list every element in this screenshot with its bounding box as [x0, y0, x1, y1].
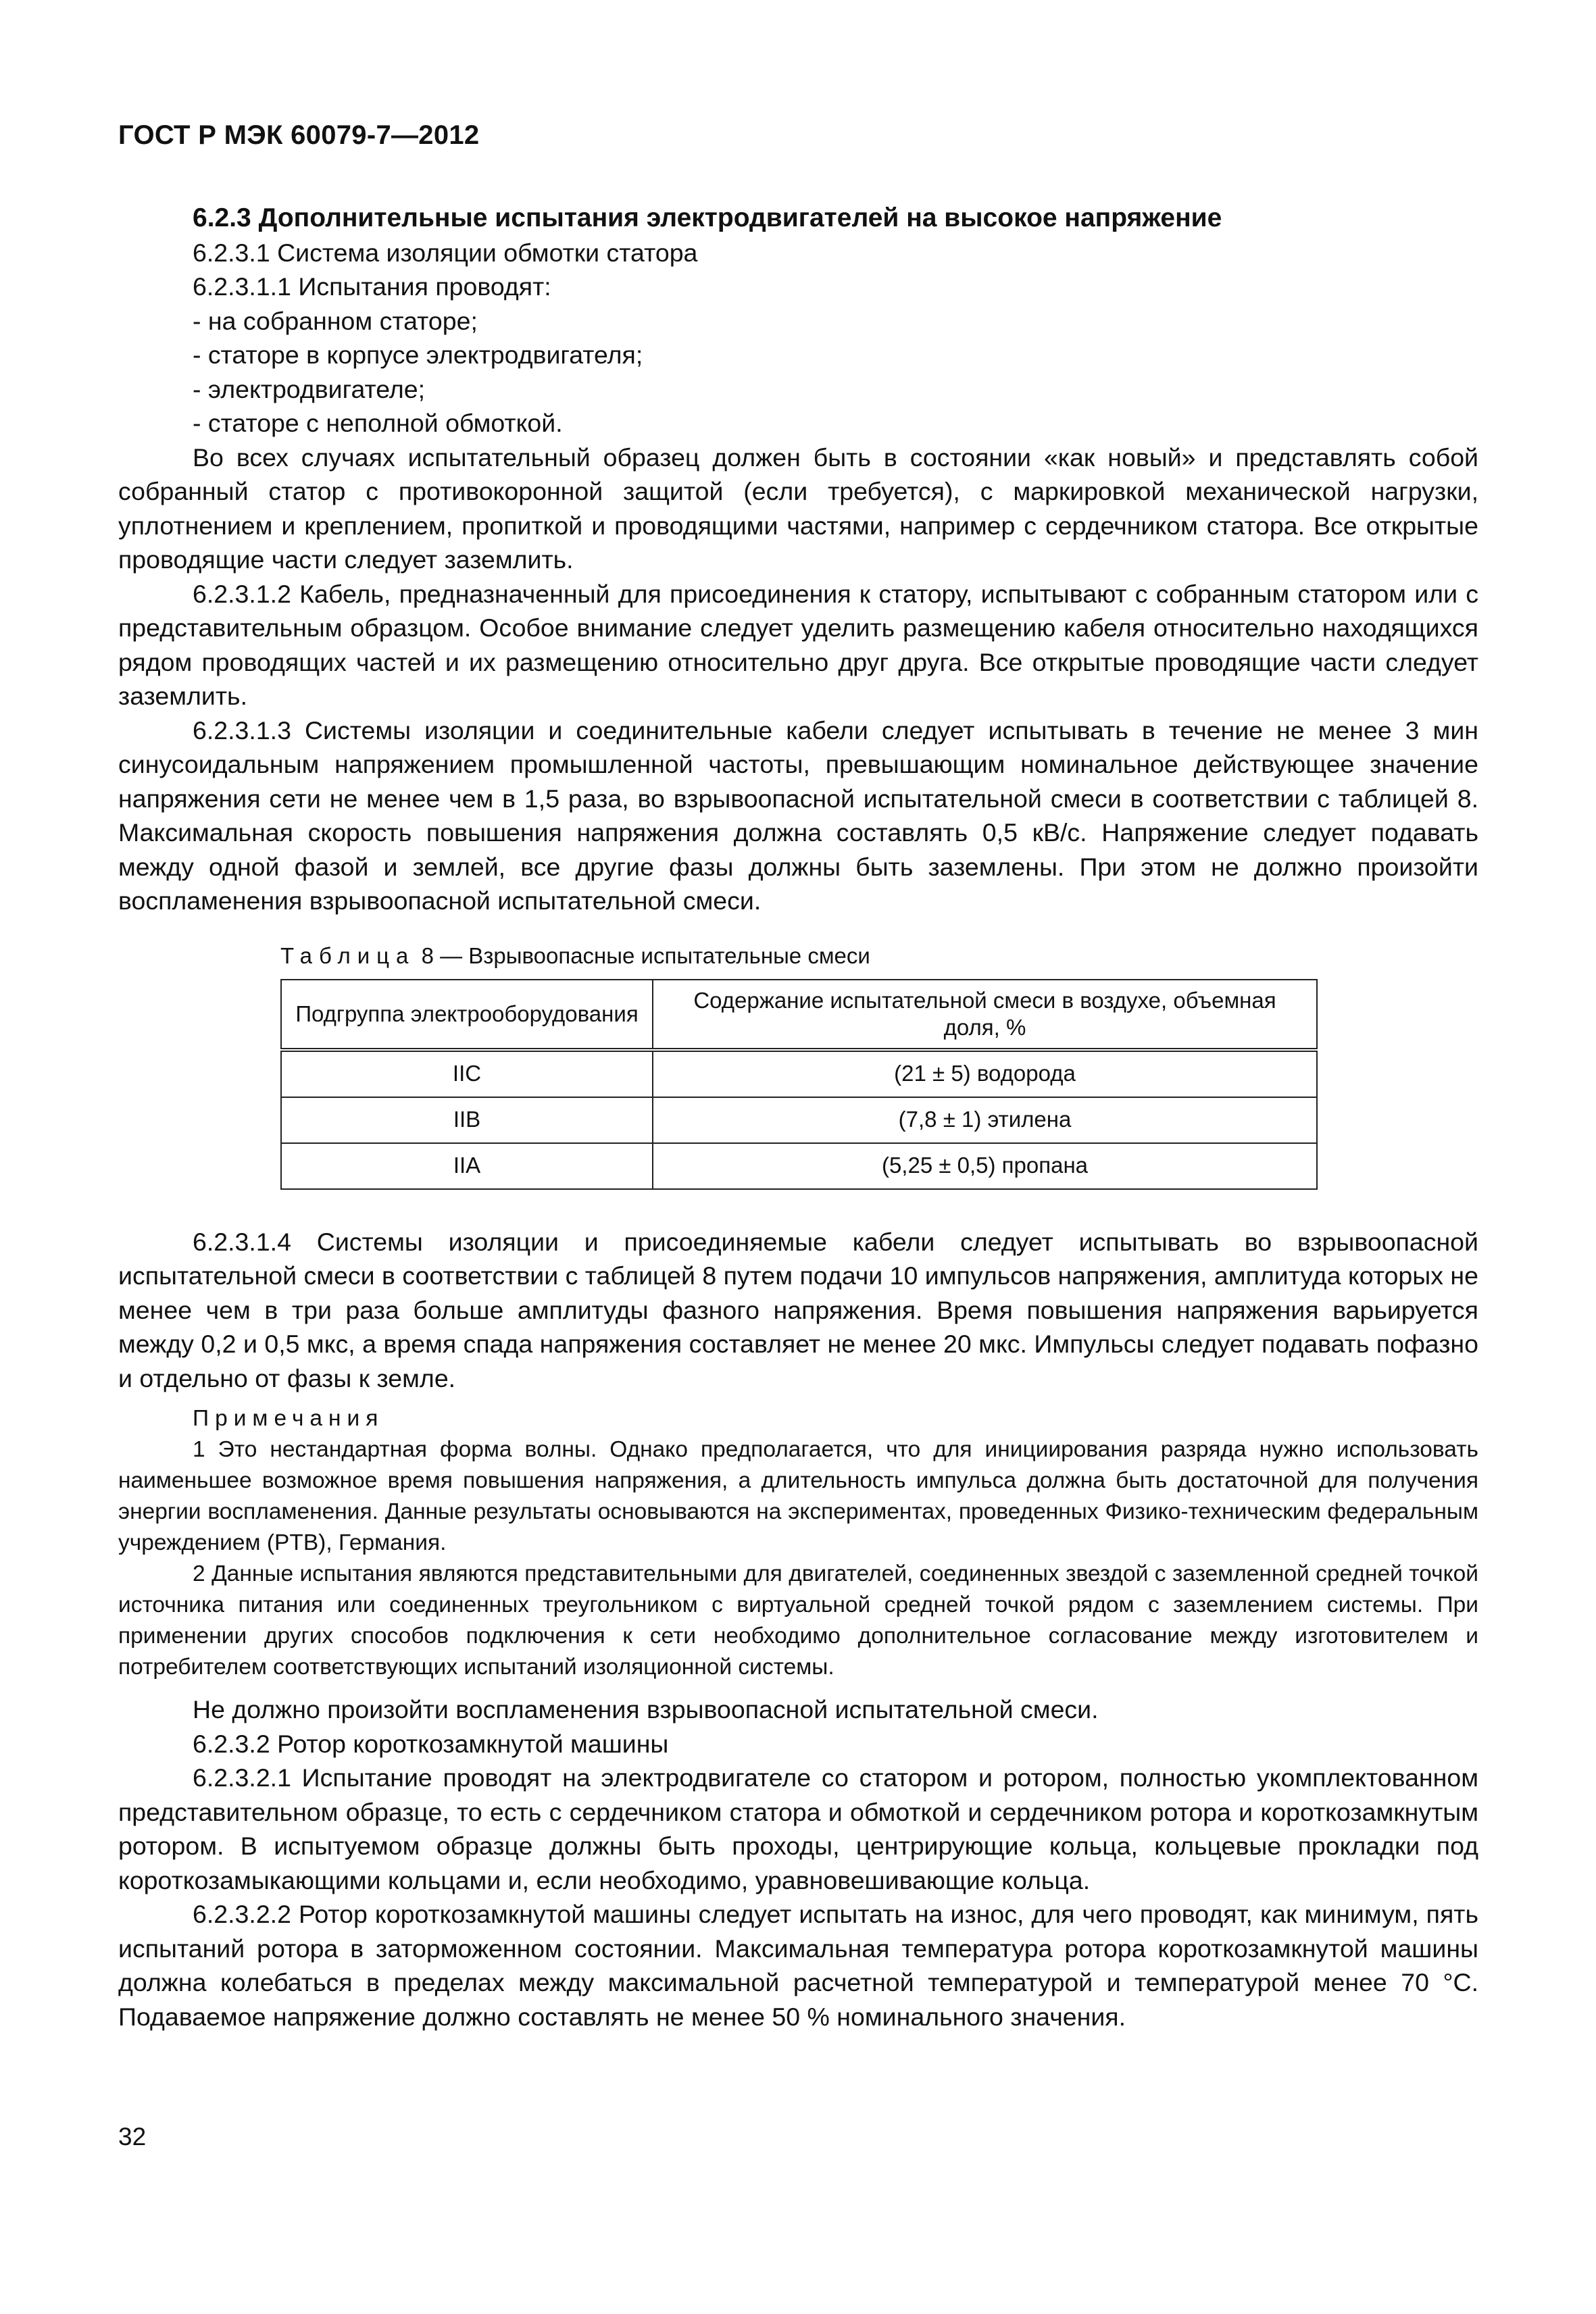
mixtures-table	[280, 979, 1318, 1190]
table-row	[281, 1143, 1317, 1189]
table-header-cell: Подгруппа электрооборудования	[281, 980, 653, 1050]
subsection-title: 6.2.3.2 Ротор короткозамкнутой машины	[193, 1729, 669, 1758]
list-item: - статоре в корпусе электродвигателя;	[193, 341, 643, 369]
section-title: 6.2.3 Дополнительные испытания электродвигателей на высокое напряжение	[193, 203, 1222, 232]
list-item: - на собранном статоре;	[193, 306, 478, 335]
paragraph: 6.2.3.2.1 Испытание проводят на электродвигателе со статором и ротором, полностью укомплектованном представительном образце, то есть с сердечником статора и обмоткой и сердечником ротора и короткозамкнутым ротором. В испытуемом образце должны быть проходы, центрирующие кольца, кольцевые прокладки под короткозамыкающими кольцами и, если необходимо, уравновешивающие кольца.	[118, 1763, 1478, 1894]
paragraph: Во всех случаях испытательный образец должен быть в состоянии «как новый» и представлять собой собранный статор с противокоронной защитой (если требуется), с маркировкой механической нагрузки, уплотнением и креплением, пропиткой и проводящими частями, например с сердечником статора. Все открытые проводящие части следует заземлить.	[118, 443, 1478, 574]
table-cell: IIA	[281, 1143, 653, 1189]
table-cell: (21 ± 5) водорода	[653, 1050, 1317, 1097]
table-cell: IIB	[281, 1097, 653, 1143]
paragraph: 6.2.3.1.3 Системы изоляции и соединительные кабели следует испытывать в течение не менее 3 мин синусоидальным напряжением промышленной частоты, превышающим номинальное действующее значение напряжения сети не менее чем в 1,5 раза, во взрывоопасной испытательной смеси в соответствии с таблицей 8. Максимальная скорость повышения напряжения должна составлять 0,5 кВ/с. Напряжение следует подавать между одной фазой и землей, все другие фазы должны быть заземлены. При этом не должно произойти воспламенения взрывоопасной испытательной смеси.	[118, 715, 1478, 915]
notes-heading: Примечания	[193, 1406, 384, 1431]
table-header-cell: Содержание испытательной смеси в воздухе, объемная доля, %	[653, 980, 1317, 1050]
page-number: 32	[118, 2123, 147, 2150]
table-row	[281, 1097, 1317, 1143]
note-item: 2 Данные испытания являются представительными для двигателей, соединенных звездой с заземленной средней точкой источника питания или соединенных треугольником с виртуальной средней точкой рядом с заземлением системы. При применении других способов подключения к сети необходимо дополнительное согласование между изготовителем и потребителем соответствующих испытаний изоляционной системы.	[118, 1561, 1478, 1680]
table-row	[281, 1050, 1317, 1097]
notes-block	[118, 1403, 1478, 1683]
table-header-row	[281, 980, 1317, 1050]
table-cell: (7,8 ± 1) этилена	[653, 1097, 1317, 1143]
table-cell: (5,25 ± 0,5) пропана	[653, 1143, 1317, 1189]
note-item: 1 Это нестандартная форма волны. Однако предполагается, что для инициирования разряда нужно использовать наименьшее возможное время повышения напряжения, а длительность импульса должна быть достаточной для получения энергии воспламенения. Данные результаты основываются на экспериментах, проведенных Физико-техническим федеральным учреждением (PTB), Германия.	[118, 1437, 1478, 1555]
paragraph: 6.2.3.1.4 Системы изоляции и присоединяемые кабели следует испытывать во взрывоопасной испытательной смеси в соответствии с таблицей 8 путем подачи 10 импульсов напряжения, амплитуда которых не менее чем в три раза больше амплитуды фазного напряжения. Время повышения напряжения варьируется между 0,2 и 0,5 мкс, а время спада напряжения составляет не менее 20 мкс. Импульсы следует подавать пофазно и отдельно от фазы к земле.	[118, 1227, 1478, 1392]
paragraph: 6.2.3.2.2 Ротор короткозамкнутой машины следует испытать на износ, для чего проводят, как минимум, пять испытаний ротора в заторможенном состоянии. Максимальная температура ротора короткозамкнутой машины должна колебаться в пределах между максимальной расчетной температурой и температурой менее 70 °С. Подаваемое напряжение должно составлять не менее 50 % номинального значения.	[118, 1900, 1478, 2031]
list-intro: 6.2.3.1.1 Испытания проводят:	[193, 272, 551, 301]
table-cell: IIC	[281, 1050, 653, 1097]
paragraph: Не должно произойти воспламенения взрывоопасной испытательной смеси.	[193, 1695, 1099, 1724]
subsection-title: 6.2.3.1 Система изоляции обмотки статора	[193, 238, 698, 267]
list-item: - электродвигателе;	[193, 374, 426, 403]
table-caption	[280, 942, 1478, 970]
table-caption-text: 8 — Взрывоопасные испытательные смеси	[421, 942, 870, 968]
table-caption-label: Таблица	[280, 942, 416, 968]
document-body	[118, 201, 1478, 2034]
paragraph: 6.2.3.1.2 Кабель, предназначенный для присоединения к статору, испытывают с собранным статором или с представительным образцом. Особое внимание следует уделить размещению кабеля относительно находящихся рядом проводящих частей и их размещению относительно друг друга. Все открытые проводящие части следует заземлить.	[118, 579, 1478, 710]
standard-header: ГОСТ Р МЭК 60079-7—2012	[118, 120, 480, 150]
list-item: - статоре с неполной обмоткой.	[193, 409, 563, 437]
